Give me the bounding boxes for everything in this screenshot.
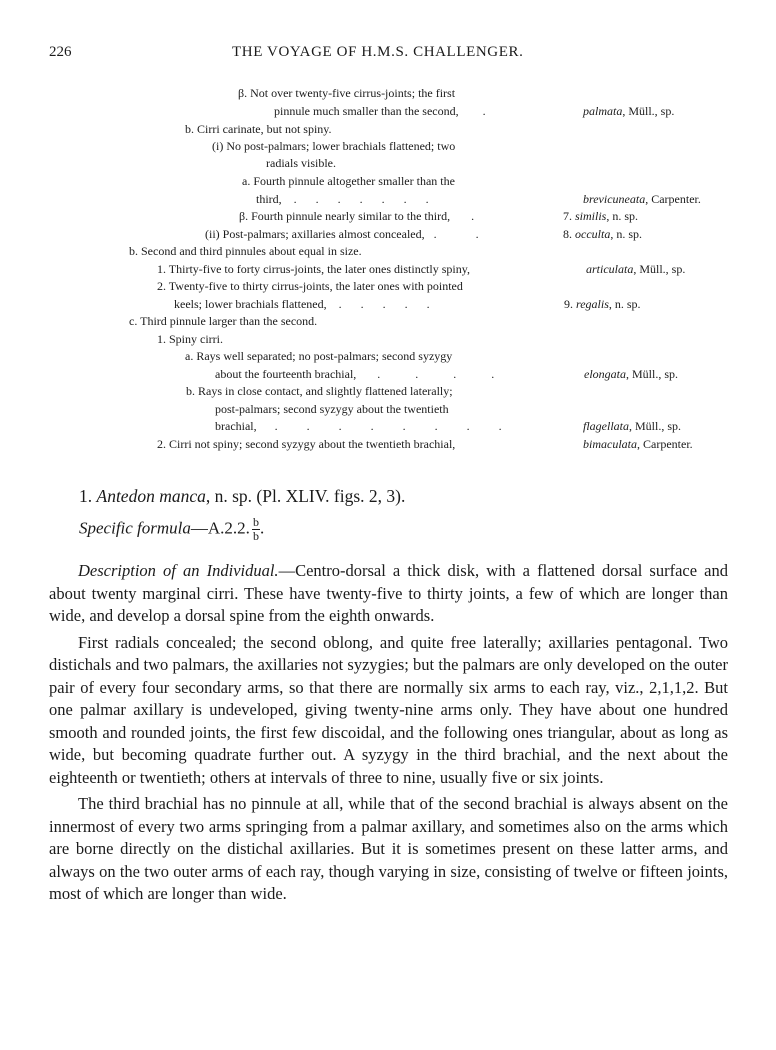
key-line: (ii) Post-palmars; axillaries almost concealed, . . xyxy=(205,227,497,241)
key-line: β. Fourth pinnule nearly similar to the third, . xyxy=(239,209,475,223)
formula-fraction: $\frac{b}{b}$ xyxy=(252,515,259,543)
key-species-name: brevicuneata, Carpenter. xyxy=(583,192,701,206)
key-line: post-palmars; second syzygy about the twentieth xyxy=(215,402,449,416)
key-species-name: 8. occulta, n. sp. xyxy=(563,227,642,241)
key-species-name: 7. similis, n. sp. xyxy=(563,209,639,223)
running-title: THE VOYAGE OF H.M.S. CHALLENGER. xyxy=(232,44,524,60)
key-species-name: articulata, Müll., sp. xyxy=(586,262,686,276)
key-line: 1. Spiny cirri. xyxy=(157,332,223,346)
specific-formula: Specific formula—A.2.2. $\frac{b}{b}$ . xyxy=(79,515,265,543)
key-line: brachial, . . . . . . . . xyxy=(215,419,515,433)
key-line: 2. Cirri not spiny; second syzygy about the twentieth brachial, xyxy=(157,437,456,451)
key-line: about the fourteenth brachial, . . . . xyxy=(215,367,511,381)
key-species-name: elongata, Müll., sp. xyxy=(584,367,679,381)
key-species-name: palmata, Müll., sp. xyxy=(583,104,675,118)
key-line: pinnule much smaller than the second, . xyxy=(274,104,486,118)
key-species-name: flagellata, Müll., sp. xyxy=(583,419,682,433)
species-heading: 1. Antedon manca, n. sp. (Pl. XLIV. figs. 2, 3). xyxy=(79,486,406,506)
page-number: 226 xyxy=(49,44,72,60)
description-paragraph: First radials concealed; the second oblong, and quite free laterally; axillaries pentagonal. Two distichals and two palmars, the axillaries not syzygies; but the palmars are only developed on the outer pair of every four secondary arms, so that there are normally six arms to each ray, viz., 2,1,1,2. But one palmar axillary is undeveloped, giving twenty-nine arms only. They have about one hundred smooth and rounded joints, the first few discoidal, and the following ones triangular, about as long as wide, but becoming quadrate further out. A syzygy in the third brachial, and the next about the eighteenth or twentieth; others at intervals of three to nine, usually five or six joints. xyxy=(49,632,728,787)
key-line: radials visible. xyxy=(266,156,336,170)
key-line: (i) No post-palmars; lower brachials flattened; two xyxy=(212,139,456,153)
key-line: 1. Thirty-five to forty cirrus-joints, the later ones distinctly spiny, xyxy=(157,262,470,276)
key-line: c. Third pinnule larger than the second. xyxy=(129,314,318,328)
key-line: b. Rays in close contact, and slightly flattened laterally; xyxy=(186,384,453,398)
key-line: b. Cirri carinate, but not spiny. xyxy=(185,122,332,136)
key-species-name: 9. regalis, n. sp. xyxy=(564,297,641,311)
key-line: a. Fourth pinnule altogether smaller than the xyxy=(242,174,455,188)
key-line: keels; lower brachials flattened, . . . . . xyxy=(174,297,438,311)
key-line: b. Second and third pinnules about equal in size. xyxy=(129,244,362,258)
key-line: a. Rays well separated; no post-palmars; second syzygy xyxy=(185,349,453,363)
key-line: 2. Twenty-five to thirty cirrus-joints, the later ones with pointed xyxy=(157,279,463,293)
description-paragraph: Description of an Individual.—Centro-dorsal a thick disk, with a flattened dorsal surface and about twenty marginal cirri. These have twenty-five to thirty joints, a few of which are longer than wide, and develop a dorsal spine from the eighth onwards. xyxy=(49,561,728,625)
description-paragraph: The third brachial has no pinnule at all, while that of the second brachial is always absent on the innermost of every two arms springing from a palmar axillary, and sometimes also on the arms which are borne directly on the distichal axillaries. But it is sometimes present on these latter arms, and always on the two outer arms of each ray, though varying in size, consisting of twelve or fifteen joints, most of which are longer than wide. xyxy=(49,794,728,903)
key-line: third, . . . . . . . xyxy=(256,192,437,206)
key-species-name: bimaculata, Carpenter. xyxy=(583,437,693,451)
description xyxy=(49,560,728,906)
key-line: β. Not over twenty-five cirrus-joints; the first xyxy=(238,86,456,100)
